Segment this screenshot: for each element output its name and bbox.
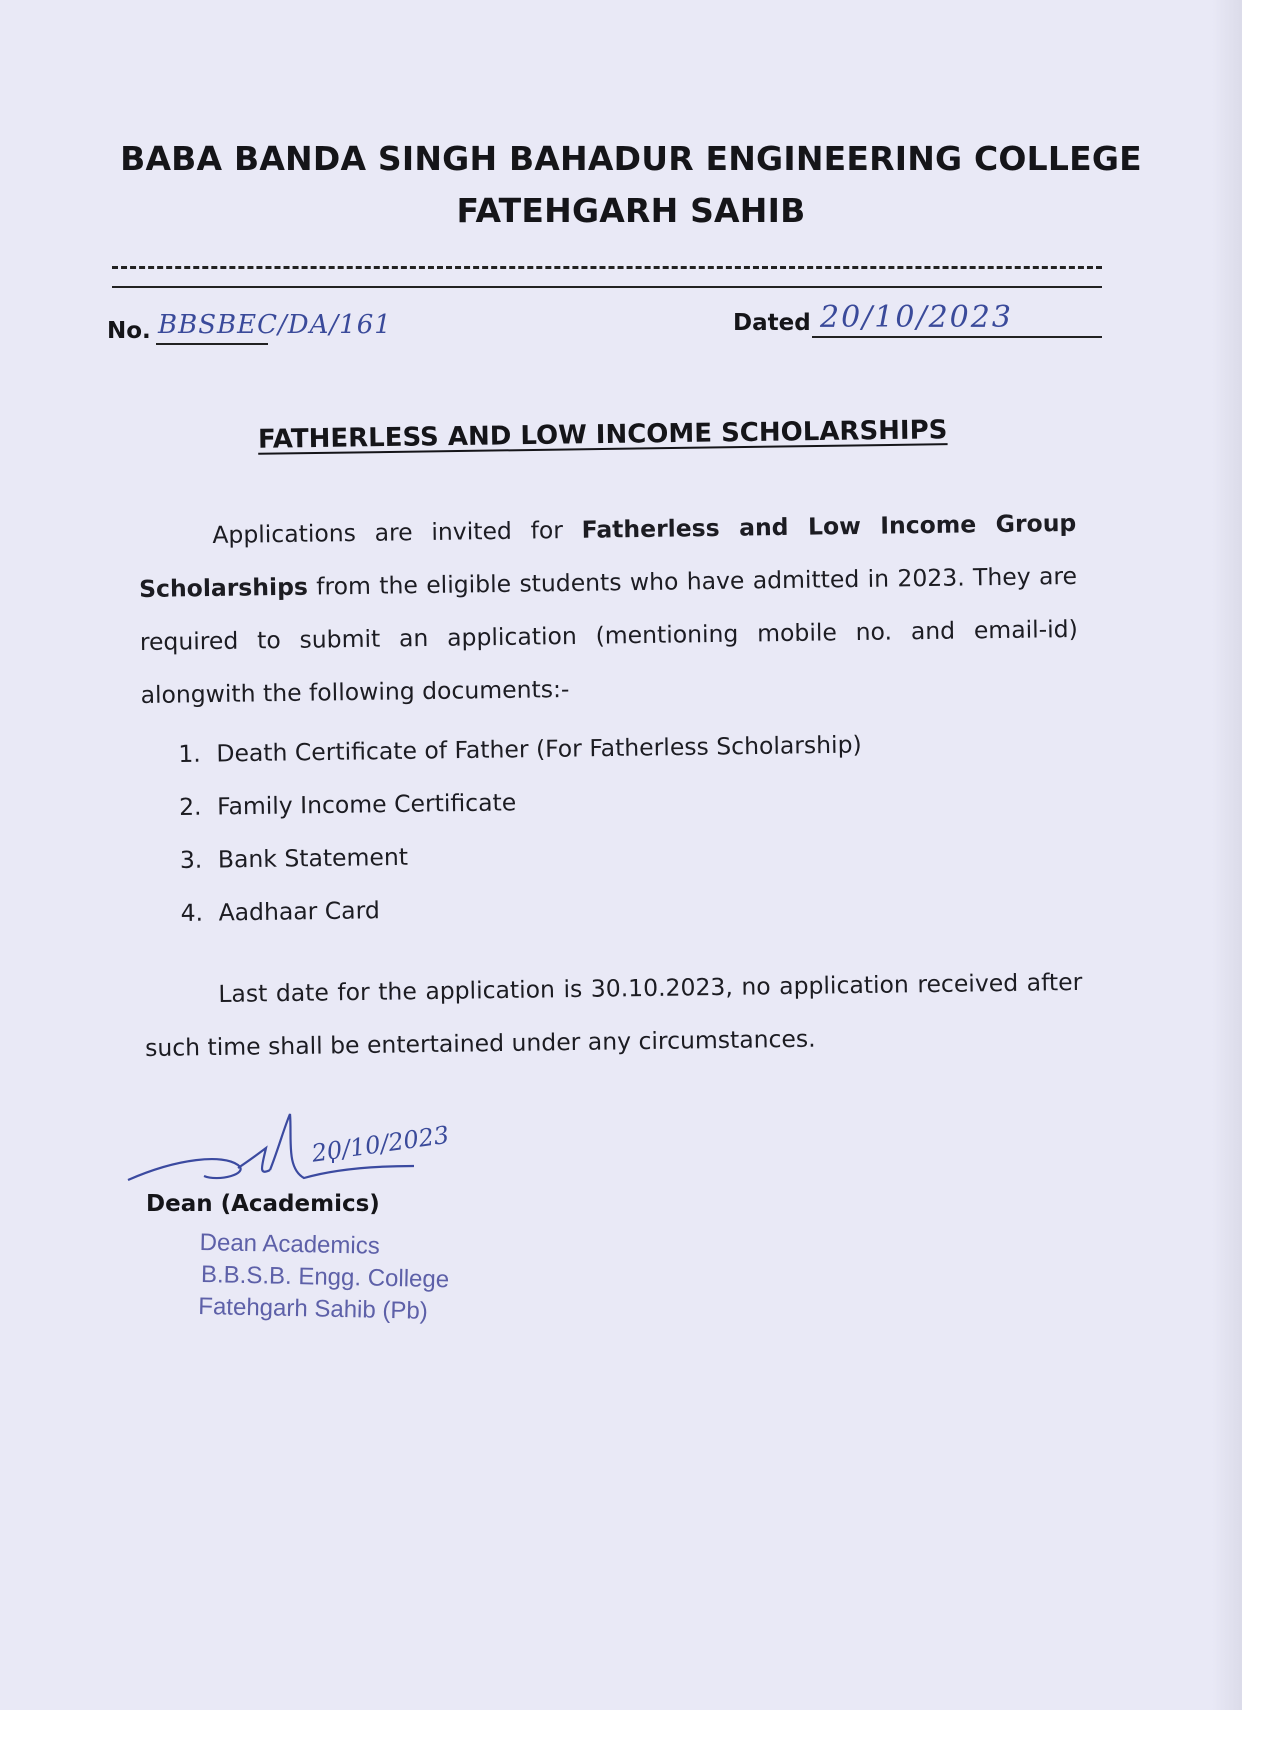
stamp-line: B.B.S.B. Engg. College: [200, 1261, 450, 1294]
ref-no-underline: [156, 343, 268, 345]
documents-list: [178, 718, 864, 940]
list-item: 3. Bank Statement: [179, 842, 409, 874]
deadline-text: Last date for the application is 30.10.2023, no application received after such time shall be entertained under any circumstances.: [144, 967, 1083, 1062]
signatory-title: Dean (Academics): [146, 1191, 380, 1217]
intro-text-end: from the eligible students who have admitted in 2023. They are required to submit an application (mentioning mobile no. and email-id) alongwith the following documents:-: [139, 561, 1078, 709]
dated-underline: [812, 336, 1102, 338]
college-location: FATEHGARH SAHIB: [456, 191, 806, 230]
official-stamp: [198, 1227, 450, 1328]
list-item: 2. Family Income Certificate: [178, 788, 517, 821]
intro-text-start: Applications are invited for: [212, 515, 582, 549]
ref-no-value: BBSBEC/DA/161: [158, 310, 392, 340]
deadline-paragraph: [144, 956, 1083, 1075]
scholarship-name: Fatherless and Low Income Group Scholarships: [138, 508, 1077, 603]
dashed-divider: [112, 266, 1102, 269]
solid-divider: [112, 286, 1102, 288]
stamp-line: Fatehgarh Sahib (Pb): [198, 1292, 429, 1325]
stamp-line: Dean Academics: [199, 1228, 381, 1260]
dated-label: Dated: [733, 310, 811, 336]
list-item: 1. Death Certificate of Father (For Fatherless Scholarship): [178, 730, 862, 768]
intro-paragraph: [138, 497, 1079, 722]
notice-heading: FATHERLESS AND LOW INCOME SCHOLARSHIPS: [257, 415, 948, 455]
ref-no-label: No.: [107, 318, 151, 344]
dated-value: 20/10/2023: [820, 300, 1013, 335]
college-name: BABA BANDA SINGH BAHADUR ENGINEERING COLLEGE: [120, 139, 1142, 178]
signature-date: 20/10/2023: [310, 1120, 451, 1168]
list-item: 4. Aadhaar Card: [180, 896, 380, 927]
